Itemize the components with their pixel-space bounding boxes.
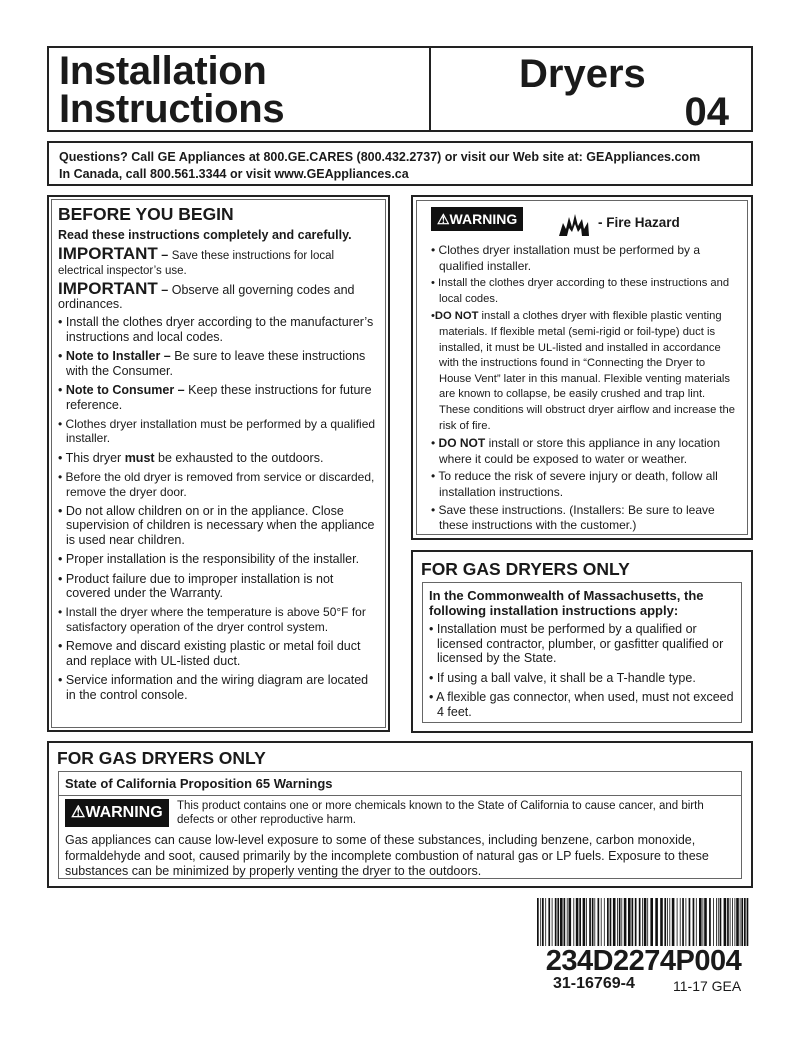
barcode	[537, 898, 750, 946]
barcode-bar	[586, 898, 587, 946]
barcode-bar	[699, 898, 702, 946]
barcode-bar	[604, 898, 605, 946]
barcode-bar	[680, 898, 681, 946]
fire-icon	[557, 211, 591, 237]
list-item: • Do not allow children on or in the appliance. Close supervision of children is necessary when the appliance is used near children.	[58, 503, 375, 548]
barcode-bar	[672, 898, 675, 946]
prop65-title: State of California Proposition 65 Warnings	[59, 776, 741, 796]
barcode-bar	[635, 898, 637, 946]
barcode-bar	[592, 898, 594, 946]
part-number: 234D2274P004	[545, 945, 742, 977]
barcode-bar	[693, 898, 695, 946]
before-lead: Read these instructions completely and carefully.	[58, 228, 352, 242]
contact-canada: In Canada, call 800.561.3344 or visit www.GEAppliances.ca	[59, 167, 409, 181]
barcode-bar	[598, 898, 600, 946]
list-item: • A flexible gas connector, when used, must not exceed 4 feet.	[429, 689, 734, 719]
barcode-bar	[713, 898, 714, 946]
barcode-bar	[610, 898, 612, 946]
barcode-bar	[730, 898, 731, 946]
title-block	[47, 46, 753, 132]
barcode-bar	[589, 898, 591, 946]
list-item: • Clothes dryer installation must be performed by a qualified installer.	[58, 416, 376, 446]
barcode-bar	[617, 898, 618, 946]
barcode-bar	[727, 898, 729, 946]
barcode-bar	[542, 898, 544, 946]
barcode-bar	[736, 898, 739, 946]
title-line-1: Installation	[59, 49, 267, 93]
massachusetts-box	[422, 582, 742, 723]
fire-hazard-warning	[411, 195, 753, 540]
important-note-1: IMPORTANT – Save these instructions for local electrical inspector’s use.	[58, 244, 335, 277]
barcode-bar	[647, 898, 648, 946]
barcode-bar	[583, 898, 586, 946]
barcode-bar	[689, 898, 691, 946]
barcode-bar	[667, 898, 668, 946]
barcode-bar	[632, 898, 634, 946]
title-line-2: Instructions	[59, 87, 285, 131]
barcode-bar	[735, 898, 736, 946]
barcode-bar	[650, 898, 653, 946]
barcode-bar	[579, 898, 581, 946]
document-title	[59, 49, 285, 131]
section-number: 04	[684, 90, 729, 134]
barcode-bar	[724, 898, 727, 946]
list-item: • Service information and the wiring diagram are located in the control console.	[58, 673, 369, 702]
barcode-bar	[696, 898, 697, 946]
barcode-bar	[664, 898, 666, 946]
barcode-bar	[677, 898, 678, 946]
prop65-warning-badge: ⚠WARNING	[65, 799, 169, 827]
barcode-bar	[569, 898, 572, 946]
prop65-warning-text: This product contains one or more chemicals known to the State of California to cause cancer, and birth defects or other reproductive harm.	[177, 800, 704, 826]
list-item: • Product failure due to improper installation is not covered under the Warranty.	[58, 571, 334, 601]
list-item: • If using a ball valve, it shall be a T-handle type.	[429, 670, 696, 685]
barcode-bar	[573, 898, 574, 946]
list-item: •DO NOT install a clothes dryer with flexible plastic venting materials. If flexible metal (semi-rigid or foil-type) duct is installed, it must be UL-listed and installed in accordance with the instructions found in “Connecting the Dryer to House Vent” later in this manual. Flexible venting materials are known to collapse, be easily crushed and trap lint. These conditions will obstruct dryer airflow and increase the risk of fire.	[431, 310, 735, 432]
before-you-begin-section	[47, 195, 390, 732]
list-item: • Save these instructions. (Installers: Be sure to leave these instructions with the customer.)	[431, 502, 715, 533]
prop65-body: Gas appliances can cause low-level exposure to some of these substances, including benzene, carbon monoxide, formaldehyde and soot, caused primarily by the incomplete combustion of natural gas or LP fuels. Exposure to these substances can be minimized by properly venting the dryer to the outdoors.	[65, 833, 709, 878]
barcode-bar	[644, 898, 647, 946]
prop65-box	[58, 771, 742, 879]
barcode-bar	[655, 898, 658, 946]
barcode-bar	[660, 898, 663, 946]
barcode-bar	[716, 898, 717, 946]
barcode-bar	[744, 898, 746, 946]
barcode-bar	[682, 898, 684, 946]
barcode-bar	[552, 898, 553, 946]
before-list	[58, 315, 380, 703]
document-id: 31-16769-4	[553, 975, 635, 992]
barcode-bar	[621, 898, 622, 946]
list-item: • Note to Consumer – Keep these instructions for future reference.	[58, 382, 372, 412]
list-item: • Proper installation is the responsibility of the installer.	[58, 552, 360, 567]
barcode-bar	[537, 898, 539, 946]
list-item: • Install the clothes dryer according to these instructions and local codes.	[431, 277, 730, 305]
list-item: • Before the old dryer is removed from service or discarded, remove the dryer door.	[58, 469, 375, 499]
list-item: • Install the dryer where the temperature is above 50°F for satisfactory operation of the dryer control system.	[58, 605, 366, 635]
list-item: • Note to Installer – Be sure to leave these instructions with the Consumer.	[58, 348, 366, 378]
massachusetts-list	[429, 622, 735, 719]
massachusetts-subheading: In the Commonwealth of Massachusetts, the following installation instructions apply:	[429, 588, 704, 618]
barcode-bar	[703, 898, 704, 946]
barcode-bar	[741, 898, 743, 946]
barcode-bar	[545, 898, 546, 946]
barcode-bar	[709, 898, 711, 946]
list-item: • Installation must be performed by a qualified or licensed contractor, plumber, or gasfitter qualified or licensed by the State.	[429, 622, 724, 666]
barcode-bar	[594, 898, 595, 946]
gas-heading: FOR GAS DRYERS ONLY	[421, 559, 630, 579]
barcode-bar	[567, 898, 568, 946]
list-item: • Install the clothes dryer according to the manufacturer’s instructions and local codes.	[58, 315, 374, 344]
barcode-bar	[613, 898, 616, 946]
barcode-bar	[642, 898, 643, 946]
list-item: • This dryer must be exhausted to the outdoors.	[58, 450, 324, 465]
title-left-panel	[49, 48, 431, 130]
barcode-bar	[686, 898, 687, 946]
contact-info	[47, 141, 753, 186]
barcode-bar	[704, 898, 707, 946]
before-heading: BEFORE YOU BEGIN	[58, 204, 234, 224]
important-note-2: IMPORTANT – Observe all governing codes and ordinances.	[58, 279, 355, 311]
barcode-bar	[560, 898, 563, 946]
barcode-bar	[540, 898, 541, 946]
list-item: • Remove and discard existing plastic or metal foil duct and replace with UL-listed duct.	[58, 639, 361, 669]
barcode-bar	[639, 898, 641, 946]
barcode-bar	[555, 898, 557, 946]
list-item: • Clothes dryer installation must be performed by a qualified installer.	[431, 243, 701, 273]
contact-us: Questions? Call GE Appliances at 800.GE.CARES (800.432.2737) or visit our Web site at: GEAppliances.com	[59, 150, 701, 164]
warning-list	[431, 243, 739, 534]
barcode-bar	[601, 898, 602, 946]
barcode-bar	[619, 898, 621, 946]
gas-heading: FOR GAS DRYERS ONLY	[57, 748, 266, 768]
barcode-bar	[576, 898, 579, 946]
barcode-bar	[607, 898, 609, 946]
barcode-bar	[718, 898, 719, 946]
gas-dryers-california	[47, 741, 753, 888]
barcode-bar	[548, 898, 550, 946]
list-item: • To reduce the risk of severe injury or death, follow all installation instructions.	[431, 469, 718, 499]
product-name: Dryers	[519, 52, 646, 96]
gas-dryers-massachusetts	[411, 550, 753, 733]
barcode-bar	[557, 898, 559, 946]
barcode-bar	[669, 898, 670, 946]
barcode-bar	[720, 898, 722, 946]
barcode-bar	[740, 898, 741, 946]
list-item: • DO NOT install or store this appliance in any location where it could be exposed to water or weather.	[431, 436, 721, 466]
barcode-bar	[564, 898, 566, 946]
barcode-bar	[624, 898, 627, 946]
barcode-bar	[628, 898, 631, 946]
barcode-bar	[732, 898, 733, 946]
barcode-bar	[747, 898, 749, 946]
warning-badge: ⚠WARNING	[431, 207, 523, 231]
date-code: 11-17 GEA	[673, 978, 742, 994]
fire-hazard-label: - Fire Hazard	[598, 215, 680, 230]
